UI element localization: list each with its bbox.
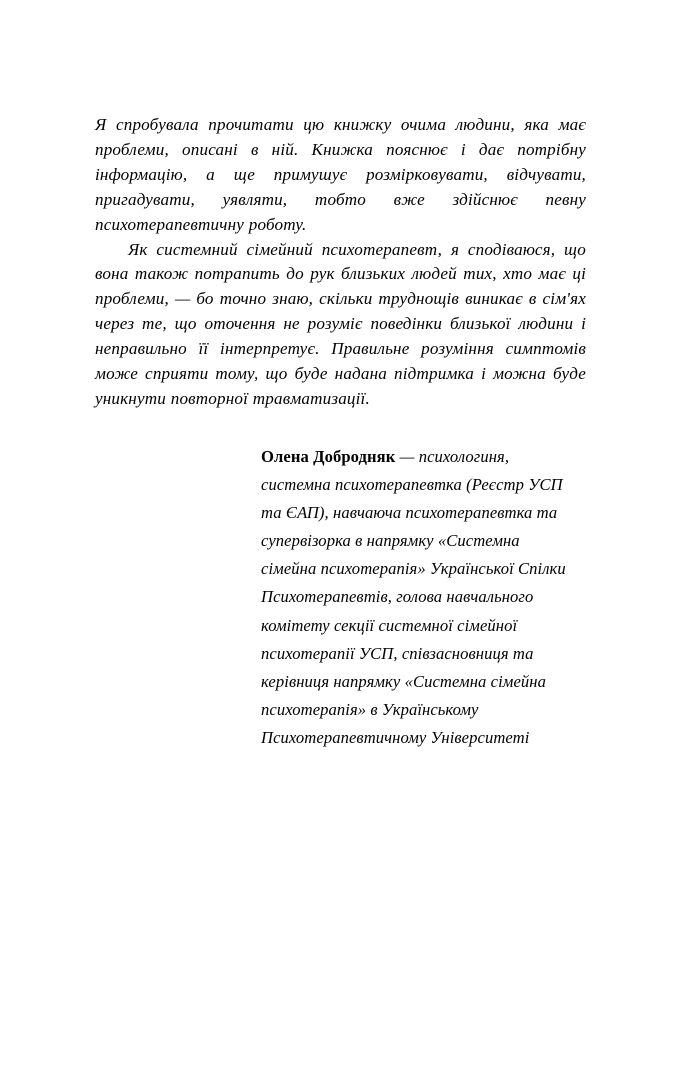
main-text-column bbox=[95, 113, 586, 412]
body-paragraph-2: Як системний сімейний психотерапевт, я сподіваюся, що вона також потрапить до рук близьких людей тих, хто має ці проблеми, — бо точно знаю, скільки труднощів виникає в сім'ях через те, що оточення не розуміє поведінки близької людини і неправильно її інтерпретує. Правильне розуміння симптомів може сприяти тому, що буде надана підтримка і можна буде уникнути повторної травматизації. bbox=[95, 239, 586, 408]
body-paragraph-1: Я спробувала прочитати цю книжку очима людини, яка має проблеми, описані в ній. Книжка пояснює і дає потрібну інформацію, а ще примушує розмірковувати, відчувати, пригадувати, уявляти, тобто вже здійснює певну психотерапевтичну роботу. bbox=[95, 115, 586, 234]
author-bio-block bbox=[261, 443, 573, 752]
author-bio-paragraph bbox=[261, 443, 573, 752]
author-name: Олена Добродняк bbox=[261, 447, 396, 466]
author-credentials: — психологиня, системна психотерапевтка (Реєстр УСП та ЄАП), навчаюча психотерапевтка та супервізорка в напрямку «Системна сімейна психотерапія» Української Спілки Психотерапевтів, голова навчального комітету секції системної сімейної психотерапії УСП, співзасновниця та керівниця напрямку «Системна сімейна психотерапія» в Українському Психотерапевтичному Університеті bbox=[261, 447, 566, 747]
